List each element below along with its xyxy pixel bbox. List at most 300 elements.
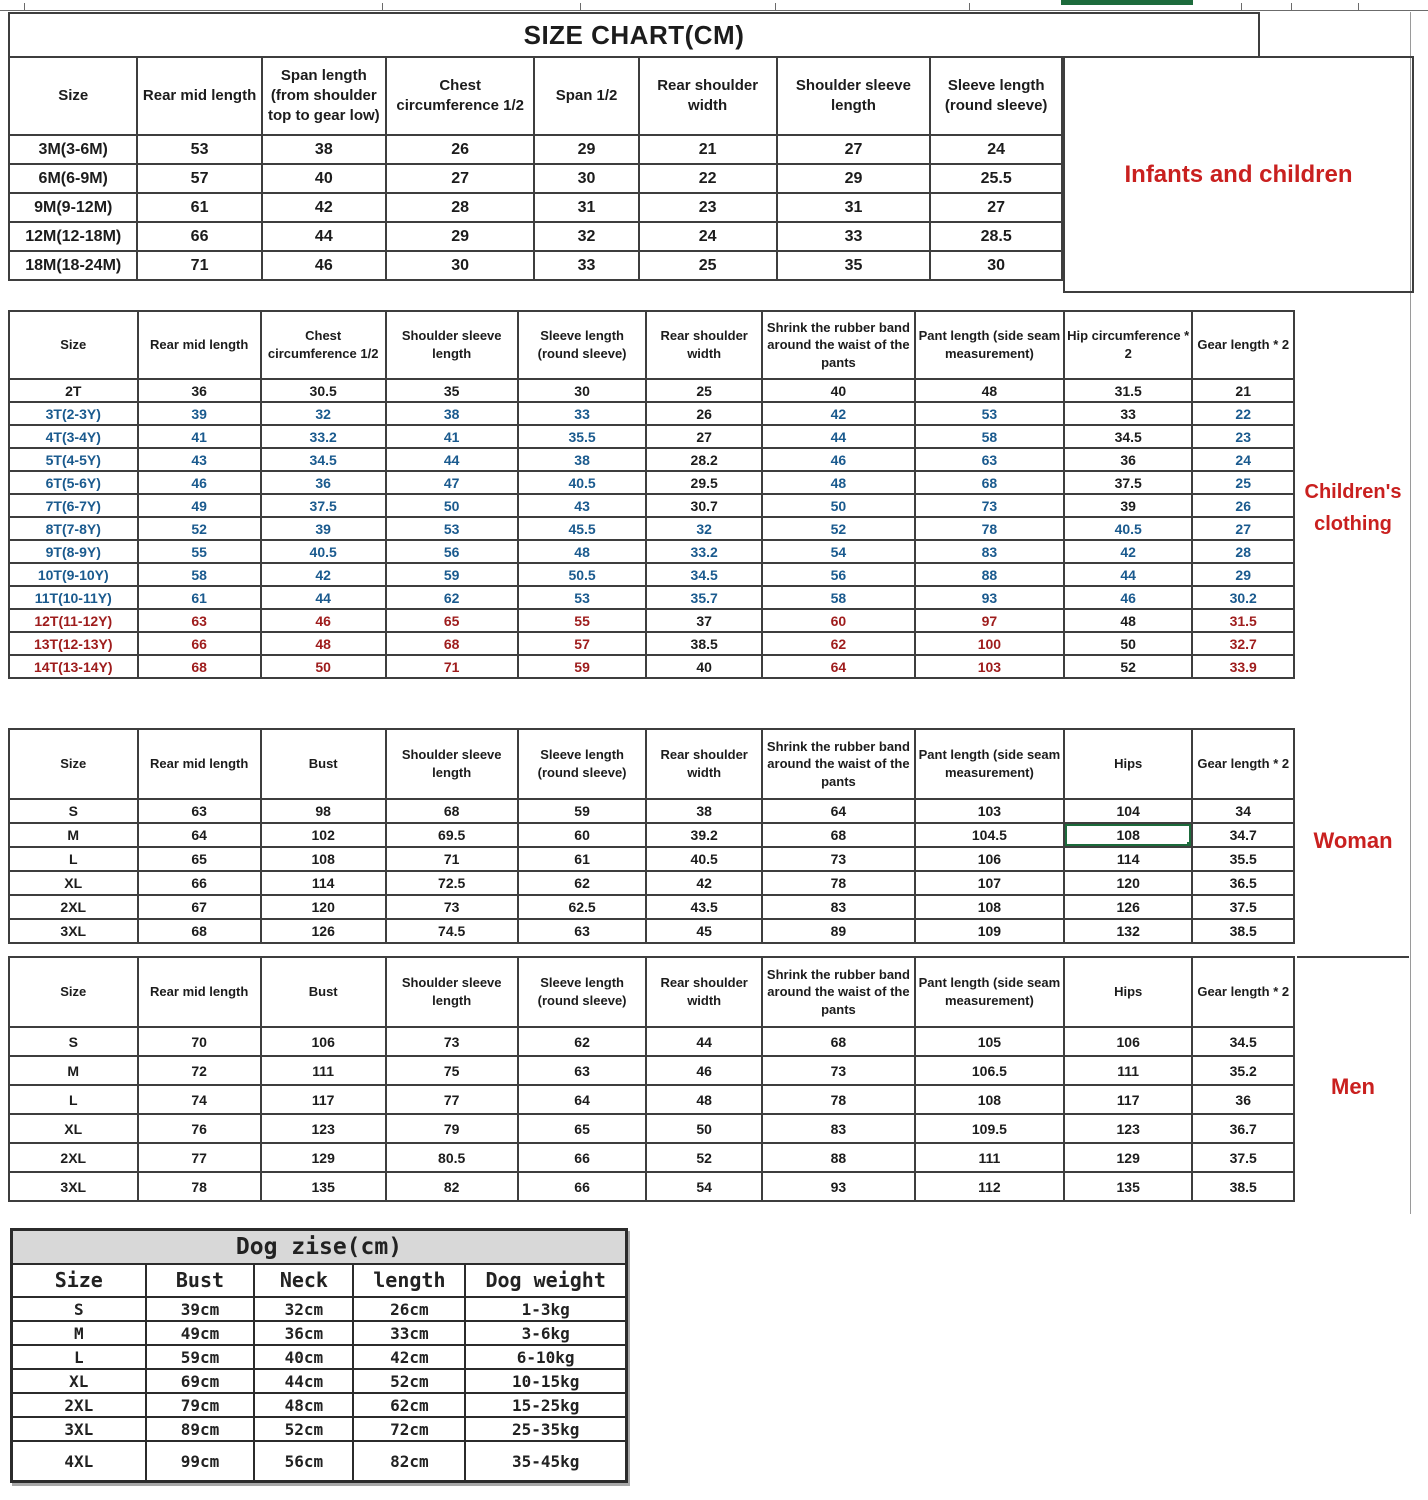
cell: 44 <box>261 586 386 609</box>
cell: 117 <box>261 1085 386 1114</box>
cell: 33.2 <box>261 425 386 448</box>
cell: 65 <box>138 847 261 871</box>
infants-size-table <box>8 56 1063 281</box>
column-header: Size <box>9 57 137 135</box>
cell: 30 <box>386 251 534 280</box>
cell: 35.5 <box>1192 847 1294 871</box>
cell: 50 <box>1064 632 1193 655</box>
cell: 35 <box>777 251 931 280</box>
cell: 68 <box>762 1027 915 1056</box>
cell: 38.5 <box>1192 919 1294 943</box>
cell: 52 <box>762 517 915 540</box>
cell: 21 <box>639 135 777 164</box>
column-header: Span length (from shoulder top to gear low) <box>262 57 386 135</box>
cell: 40cm <box>254 1345 353 1369</box>
cell: 34.5 <box>1192 1027 1294 1056</box>
cell: 35.7 <box>646 586 762 609</box>
cell: 48 <box>762 471 915 494</box>
row-size-label: 2XL <box>9 1143 138 1172</box>
cell: 111 <box>915 1143 1064 1172</box>
cell: 49 <box>138 494 261 517</box>
gridline-tick <box>1241 3 1242 10</box>
column-header: Bust <box>261 957 386 1027</box>
cell: 126 <box>261 919 386 943</box>
cell: 68 <box>386 632 518 655</box>
cell: 71 <box>386 655 518 678</box>
table-row <box>9 563 1294 586</box>
table-row <box>9 895 1294 919</box>
cell: 39cm <box>146 1297 255 1321</box>
cell: 49cm <box>146 1321 255 1345</box>
cell: 126 <box>1064 895 1193 919</box>
size-chart-title <box>8 12 1260 58</box>
cell: 25-35kg <box>465 1417 626 1441</box>
cell: 57 <box>518 632 647 655</box>
header-row <box>9 57 1062 135</box>
cell: 6-10kg <box>465 1345 626 1369</box>
column-header: Dog weight <box>465 1264 626 1297</box>
cell: 54 <box>646 1172 762 1201</box>
cell: 62 <box>762 632 915 655</box>
cell: 53 <box>386 517 518 540</box>
cell: 52cm <box>254 1417 353 1441</box>
cell: 55 <box>518 609 647 632</box>
column-header: Bust <box>146 1264 255 1297</box>
table-row <box>9 1114 1294 1143</box>
row-size-label: S <box>12 1297 146 1321</box>
cell: 37 <box>646 609 762 632</box>
cell: 77 <box>386 1085 518 1114</box>
cell: 32 <box>646 517 762 540</box>
dog-size-table-title: Dog zise(cm) <box>12 1230 627 1265</box>
cell: 50.5 <box>518 563 647 586</box>
cell: 33 <box>1064 402 1193 425</box>
cell: 48 <box>646 1085 762 1114</box>
cell: 47 <box>386 471 518 494</box>
column-header: Hips <box>1064 729 1193 799</box>
cell: 39.2 <box>646 823 762 847</box>
table-row <box>9 586 1294 609</box>
cell: 62cm <box>353 1393 465 1417</box>
cell: 46 <box>138 471 261 494</box>
gridline-tick <box>382 3 383 10</box>
cell: 71 <box>137 251 261 280</box>
column-header: Shrink the rubber band around the waist of the pants <box>762 311 915 379</box>
cell: 26cm <box>353 1297 465 1321</box>
table-row <box>9 448 1294 471</box>
table-row <box>9 164 1062 193</box>
cell: 88 <box>762 1143 915 1172</box>
cell: 129 <box>1064 1143 1193 1172</box>
cell: 64 <box>762 799 915 823</box>
gridline-tick <box>969 3 970 10</box>
cell: 45 <box>646 919 762 943</box>
table-row <box>9 471 1294 494</box>
cell: 80.5 <box>386 1143 518 1172</box>
row-size-label: 13T(12-13Y) <box>9 632 138 655</box>
cell: 33 <box>534 251 638 280</box>
cell: 52 <box>646 1143 762 1172</box>
cell: 104.5 <box>915 823 1064 847</box>
gridline-tick <box>580 3 581 10</box>
cell: 117 <box>1064 1085 1193 1114</box>
row-size-label: 14T(13-14Y) <box>9 655 138 678</box>
cell: 44 <box>1064 563 1193 586</box>
cell: 66 <box>518 1143 647 1172</box>
cell: 54 <box>762 540 915 563</box>
cell: 78 <box>138 1172 261 1201</box>
column-header: Shoulder sleeve length <box>777 57 931 135</box>
cell: 108 <box>915 895 1064 919</box>
cell: 29 <box>1192 563 1294 586</box>
column-header: Sleeve length (round sleeve) <box>518 957 647 1027</box>
column-header: Rear mid length <box>138 957 261 1027</box>
cell: 53 <box>137 135 261 164</box>
cell: 39 <box>138 402 261 425</box>
cell: 29 <box>534 135 638 164</box>
cell: 21 <box>1192 379 1294 402</box>
cell: 108 <box>1064 823 1193 847</box>
cell: 106 <box>1064 1027 1193 1056</box>
cell: 65 <box>386 609 518 632</box>
table-row <box>9 799 1294 823</box>
row-size-label: 12T(11-12Y) <box>9 609 138 632</box>
cell: 45.5 <box>518 517 647 540</box>
cell: 38 <box>386 402 518 425</box>
gridline <box>0 10 1428 11</box>
cell: 77 <box>138 1143 261 1172</box>
row-size-label: 3T(2-3Y) <box>9 402 138 425</box>
gridline-tick <box>24 3 25 10</box>
cell: 28.2 <box>646 448 762 471</box>
cell: 72.5 <box>386 871 518 895</box>
cell: 108 <box>915 1085 1064 1114</box>
cell: 10-15kg <box>465 1369 626 1393</box>
gridline-tick <box>1291 3 1292 10</box>
cell: 23 <box>639 193 777 222</box>
row-size-label: M <box>12 1321 146 1345</box>
cell: 61 <box>518 847 647 871</box>
column-header: Chest circumference 1/2 <box>386 57 534 135</box>
cell: 120 <box>261 895 386 919</box>
cell: 23 <box>1192 425 1294 448</box>
cell: 30 <box>930 251 1062 280</box>
table-row <box>9 919 1294 943</box>
row-size-label: 9M(9-12M) <box>9 193 137 222</box>
row-size-label: 10T(9-10Y) <box>9 563 138 586</box>
column-header: Sleeve length (round sleeve) <box>930 57 1062 135</box>
cell: 22 <box>639 164 777 193</box>
cell: 43.5 <box>646 895 762 919</box>
row-size-label: M <box>9 1056 138 1085</box>
cell: 68 <box>138 919 261 943</box>
cell: 82 <box>386 1172 518 1201</box>
cell: 46 <box>646 1056 762 1085</box>
cell: 40.5 <box>518 471 647 494</box>
header-row <box>9 957 1294 1027</box>
cell: 46 <box>262 251 386 280</box>
cell: 79 <box>386 1114 518 1143</box>
table-row <box>9 222 1062 251</box>
cell: 71 <box>386 847 518 871</box>
cell: 30 <box>518 379 647 402</box>
cell: 28.5 <box>930 222 1062 251</box>
cell: 129 <box>261 1143 386 1172</box>
column-header: Size <box>9 957 138 1027</box>
men-side-label <box>1297 956 1409 1216</box>
cell: 26 <box>646 402 762 425</box>
cell: 30.5 <box>261 379 386 402</box>
cell: 27 <box>1192 517 1294 540</box>
gridline-tick <box>1358 3 1359 10</box>
cell: 74 <box>138 1085 261 1114</box>
table-row <box>9 632 1294 655</box>
row-size-label: 2XL <box>12 1393 146 1417</box>
cell: 62.5 <box>518 895 647 919</box>
cell: 50 <box>386 494 518 517</box>
table-row <box>9 379 1294 402</box>
column-header: Pant length (side seam measurement) <box>915 957 1064 1027</box>
cell: 64 <box>762 655 915 678</box>
cell: 22 <box>1192 402 1294 425</box>
cell: 98 <box>261 799 386 823</box>
cell: 60 <box>518 823 647 847</box>
cell: 27 <box>646 425 762 448</box>
cell: 103 <box>915 655 1064 678</box>
cell: 34.5 <box>1064 425 1193 448</box>
cell: 97 <box>915 609 1064 632</box>
cell: 48 <box>518 540 647 563</box>
cell: 66 <box>138 632 261 655</box>
cell: 114 <box>1064 847 1193 871</box>
cell: 36.5 <box>1192 871 1294 895</box>
row-size-label: M <box>9 823 138 847</box>
header-row <box>9 729 1294 799</box>
cell: 68 <box>386 799 518 823</box>
cell: 34.5 <box>261 448 386 471</box>
cell: 63 <box>138 609 261 632</box>
cell: 63 <box>915 448 1064 471</box>
cell: 32cm <box>254 1297 353 1321</box>
column-header: Gear length * 2 <box>1192 729 1294 799</box>
row-size-label: XL <box>9 871 138 895</box>
cell: 33 <box>518 402 647 425</box>
cell: 68 <box>762 823 915 847</box>
cell: 40.5 <box>1064 517 1193 540</box>
cell: 38 <box>262 135 386 164</box>
row-size-label: XL <box>9 1114 138 1143</box>
cell: 3-6kg <box>465 1321 626 1345</box>
cell: 59cm <box>146 1345 255 1369</box>
cell: 36 <box>261 471 386 494</box>
cell: 93 <box>915 586 1064 609</box>
cell: 33cm <box>353 1321 465 1345</box>
cell: 107 <box>915 871 1064 895</box>
cell: 64 <box>518 1085 647 1114</box>
column-header: Sleeve length (round sleeve) <box>518 311 647 379</box>
column-header: Rear mid length <box>138 729 261 799</box>
table-row <box>9 1143 1294 1172</box>
cell: 73 <box>762 847 915 871</box>
cell: 83 <box>915 540 1064 563</box>
cell: 36 <box>138 379 261 402</box>
cell: 76 <box>138 1114 261 1143</box>
cell: 73 <box>386 1027 518 1056</box>
cell: 73 <box>386 895 518 919</box>
cell: 1-3kg <box>465 1297 626 1321</box>
cell: 63 <box>518 1056 647 1085</box>
children-size-table <box>8 310 1295 679</box>
cell: 26 <box>1192 494 1294 517</box>
column-header: Rear shoulder width <box>646 957 762 1027</box>
column-header: Chest circumference 1/2 <box>261 311 386 379</box>
cell: 44 <box>762 425 915 448</box>
cell: 106.5 <box>915 1056 1064 1085</box>
cell: 114 <box>261 871 386 895</box>
cell: 35 <box>386 379 518 402</box>
table-row <box>9 655 1294 678</box>
cell: 99cm <box>146 1441 255 1482</box>
cell: 36.7 <box>1192 1114 1294 1143</box>
cell: 25 <box>646 379 762 402</box>
column-header: Shoulder sleeve length <box>386 957 518 1027</box>
cell: 38 <box>646 799 762 823</box>
men-size-table <box>8 956 1295 1202</box>
row-size-label: L <box>9 847 138 871</box>
column-header: Hip circumference * 2 <box>1064 311 1193 379</box>
row-size-label: 8T(7-8Y) <box>9 517 138 540</box>
cell: 73 <box>762 1056 915 1085</box>
row-size-label: 11T(10-11Y) <box>9 586 138 609</box>
cell: 100 <box>915 632 1064 655</box>
column-header: Bust <box>261 729 386 799</box>
cell: 72 <box>138 1056 261 1085</box>
column-header: Shrink the rubber band around the waist of the pants <box>762 957 915 1027</box>
cell: 74.5 <box>386 919 518 943</box>
column-header: Rear mid length <box>138 311 261 379</box>
cell: 66 <box>518 1172 647 1201</box>
cell: 55 <box>138 540 261 563</box>
column-header: Hips <box>1064 957 1193 1027</box>
cell: 26 <box>386 135 534 164</box>
gridline-tick <box>775 3 776 10</box>
cell: 44 <box>262 222 386 251</box>
cell: 69cm <box>146 1369 255 1393</box>
row-size-label: 2XL <box>9 895 138 919</box>
cell: 34.7 <box>1192 823 1294 847</box>
cell: 106 <box>261 1027 386 1056</box>
header-row <box>12 1264 627 1297</box>
cell: 25.5 <box>930 164 1062 193</box>
column-header: length <box>353 1264 465 1297</box>
table-row <box>9 823 1294 847</box>
woman-side-label-text: Woman <box>1313 828 1393 853</box>
cell: 83 <box>762 895 915 919</box>
column-header: Size <box>12 1264 146 1297</box>
column-header: Gear length * 2 <box>1192 311 1294 379</box>
row-size-label: 9T(8-9Y) <box>9 540 138 563</box>
column-header: Gear length * 2 <box>1192 957 1294 1027</box>
row-size-label: 6M(6-9M) <box>9 164 137 193</box>
row-size-label: S <box>9 799 138 823</box>
column-header: Shrink the rubber band around the waist of the pants <box>762 729 915 799</box>
cell: 42 <box>261 563 386 586</box>
cell: 64 <box>138 823 261 847</box>
cell: 37.5 <box>1192 895 1294 919</box>
cell: 27 <box>930 193 1062 222</box>
size-chart-title-text: SIZE CHART(CM) <box>523 19 745 50</box>
cell: 38.5 <box>646 632 762 655</box>
cell: 78 <box>915 517 1064 540</box>
woman-side-label <box>1297 728 1409 954</box>
cell: 59 <box>386 563 518 586</box>
column-header: Shoulder sleeve length <box>386 729 518 799</box>
cell: 50 <box>646 1114 762 1143</box>
row-size-label: 4XL <box>12 1441 146 1482</box>
cell: 43 <box>138 448 261 471</box>
cell: 72cm <box>353 1417 465 1441</box>
table-row <box>9 193 1062 222</box>
cell: 25 <box>1192 471 1294 494</box>
active-cell-top-border <box>1061 0 1193 5</box>
cell: 29 <box>777 164 931 193</box>
cell: 48 <box>261 632 386 655</box>
cell: 32 <box>534 222 638 251</box>
cell: 105 <box>915 1027 1064 1056</box>
cell: 132 <box>1064 919 1193 943</box>
cell: 15-25kg <box>465 1393 626 1417</box>
cell: 34 <box>1192 799 1294 823</box>
cell: 48cm <box>254 1393 353 1417</box>
row-size-label: 3M(3-6M) <box>9 135 137 164</box>
cell: 103 <box>915 799 1064 823</box>
cell: 34.5 <box>646 563 762 586</box>
row-size-label: L <box>9 1085 138 1114</box>
cell: 50 <box>261 655 386 678</box>
children-side-label <box>1297 310 1409 705</box>
row-size-label: 2T <box>9 379 138 402</box>
cell: 78 <box>762 1085 915 1114</box>
cell: 63 <box>518 919 647 943</box>
cell: 57 <box>137 164 261 193</box>
row-size-label: 18M(18-24M) <box>9 251 137 280</box>
cell: 52cm <box>353 1369 465 1393</box>
cell: 42 <box>762 402 915 425</box>
cell: 25 <box>639 251 777 280</box>
row-size-label: 3XL <box>9 919 138 943</box>
table-row <box>9 494 1294 517</box>
table-row <box>9 871 1294 895</box>
cell: 30.2 <box>1192 586 1294 609</box>
cell: 89cm <box>146 1417 255 1441</box>
cell: 46 <box>762 448 915 471</box>
column-header: Rear mid length <box>137 57 261 135</box>
cell: 56 <box>386 540 518 563</box>
cell: 27 <box>386 164 534 193</box>
cell: 52 <box>138 517 261 540</box>
cell: 58 <box>762 586 915 609</box>
cell: 66 <box>138 871 261 895</box>
row-size-label: 12M(12-18M) <box>9 222 137 251</box>
column-header: Rear shoulder width <box>646 729 762 799</box>
cell: 56 <box>762 563 915 586</box>
cell: 111 <box>1064 1056 1193 1085</box>
cell: 89 <box>762 919 915 943</box>
cell: 93 <box>762 1172 915 1201</box>
cell: 29.5 <box>646 471 762 494</box>
cell: 109.5 <box>915 1114 1064 1143</box>
men-side-label-text: Men <box>1331 1074 1375 1099</box>
